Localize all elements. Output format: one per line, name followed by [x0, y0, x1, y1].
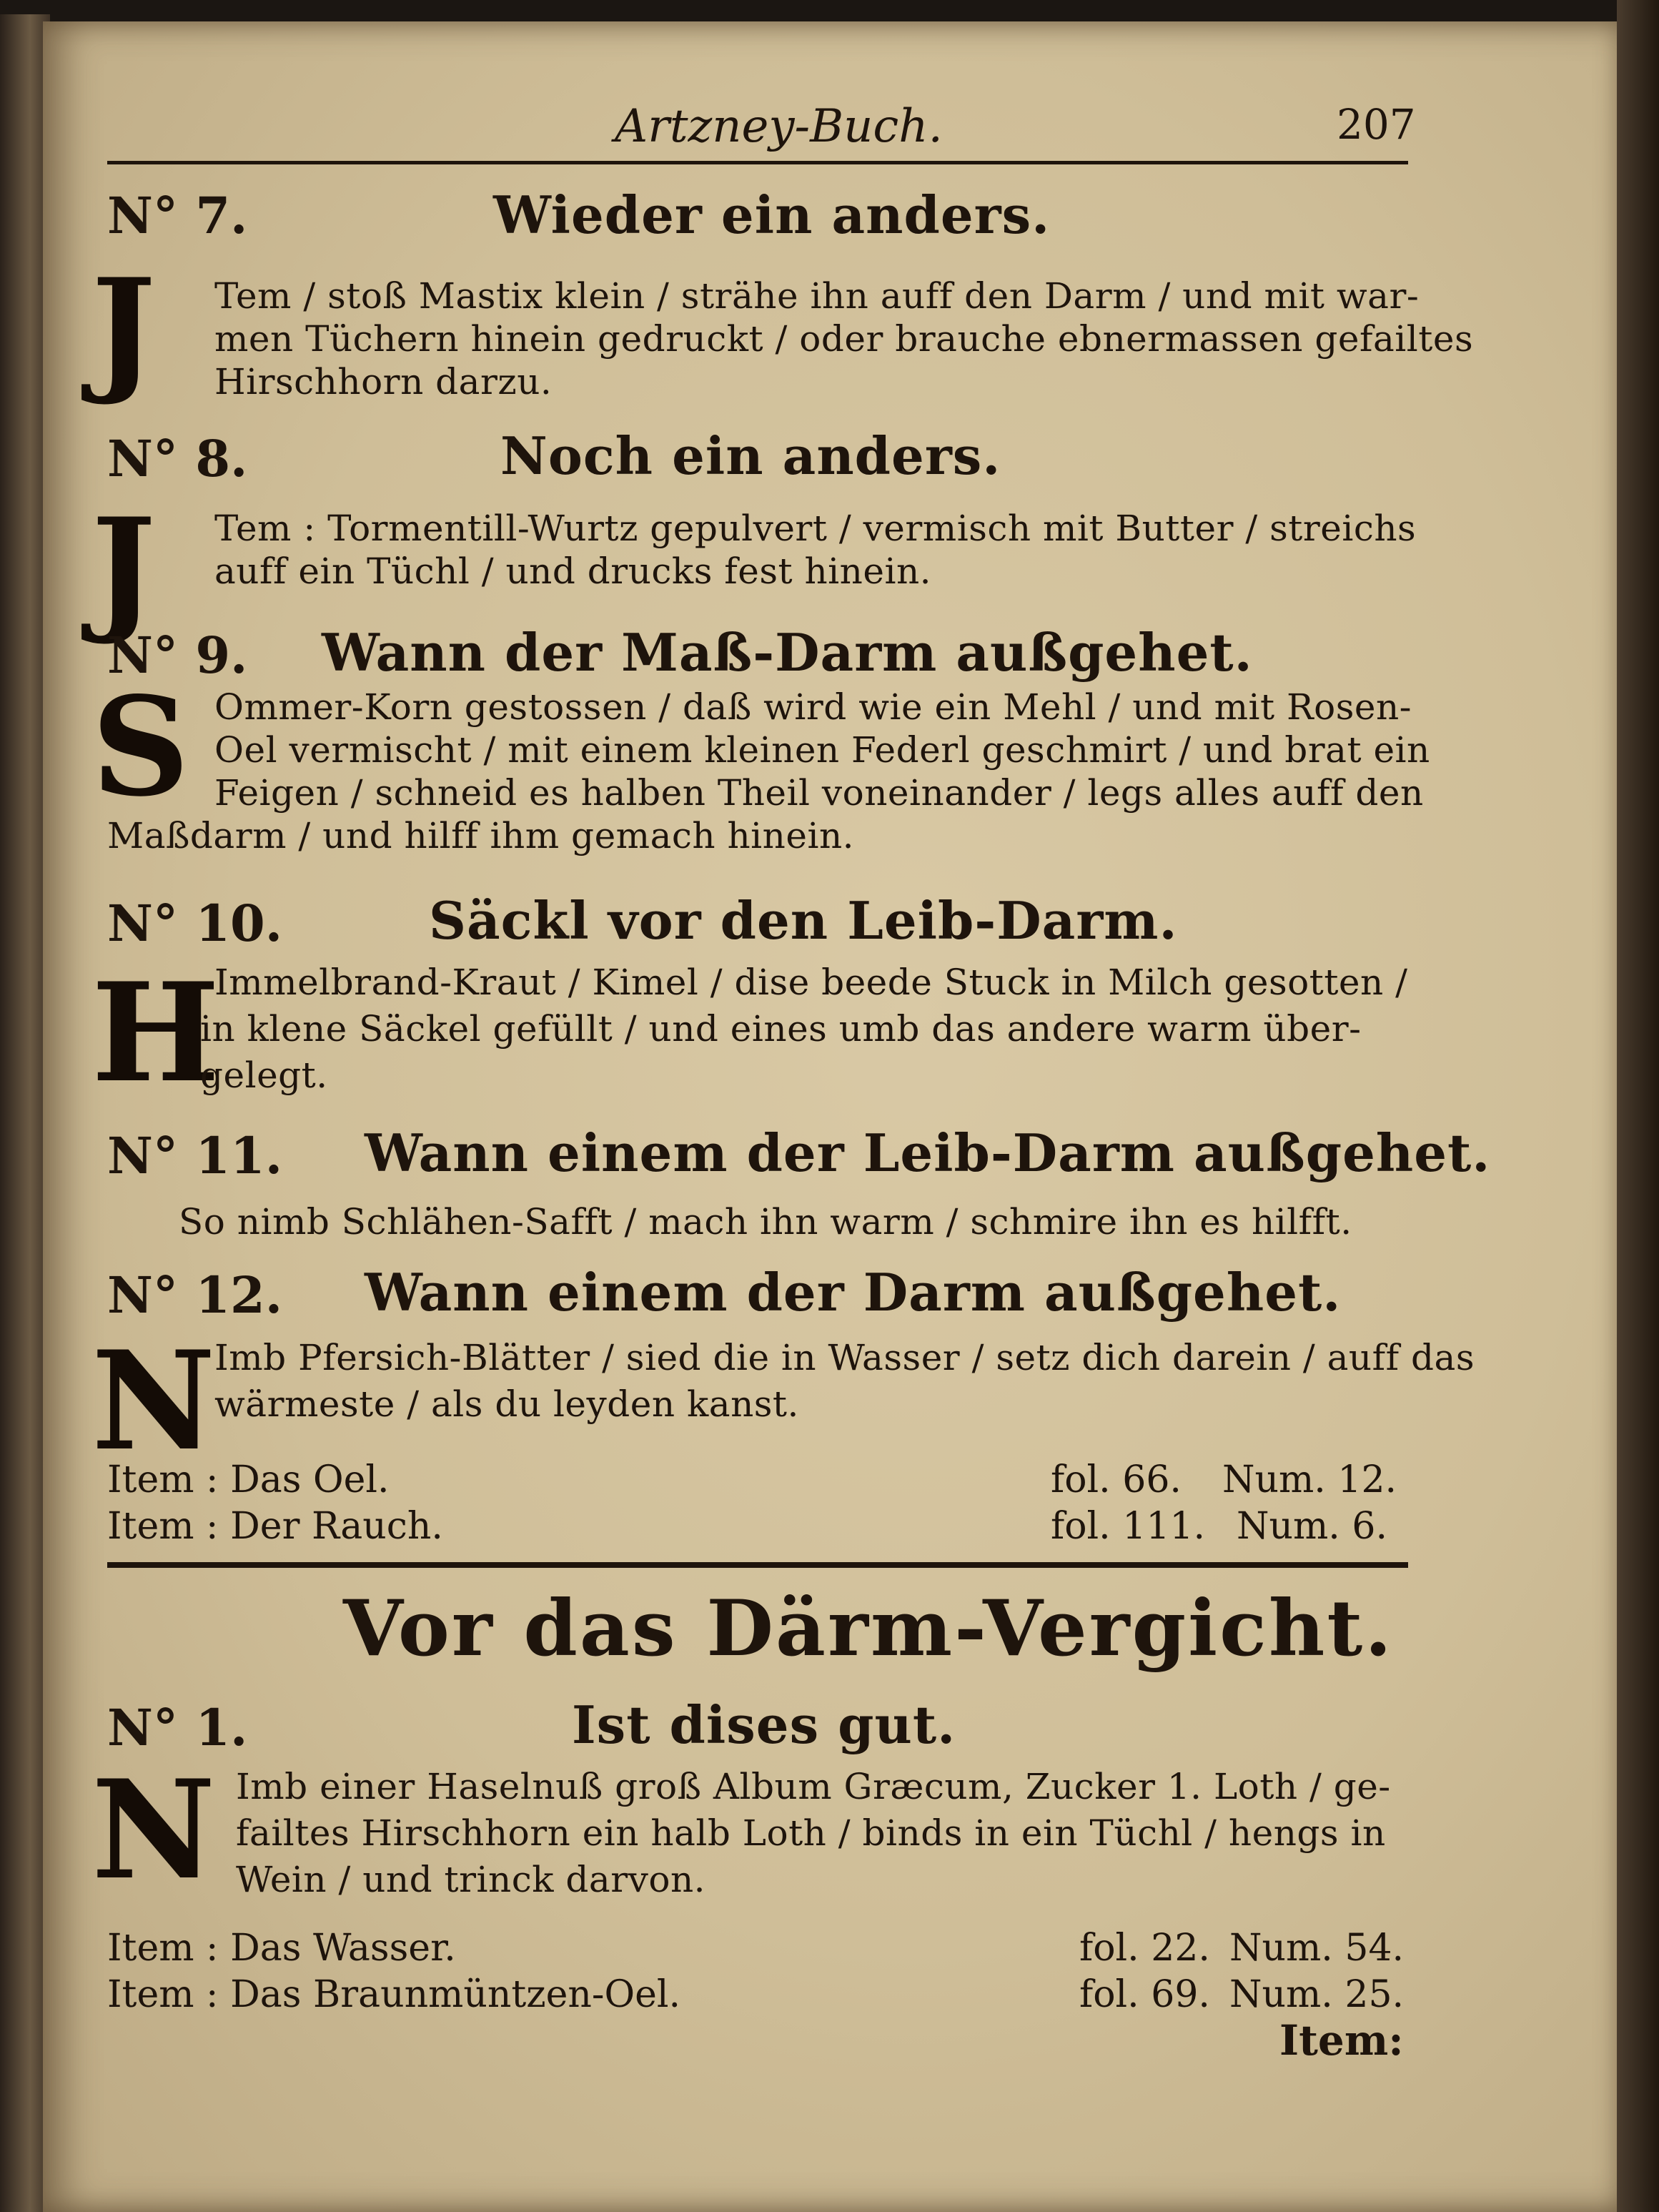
text-line: in klene Säckel gefüllt / und eines umb das andere warm über-	[200, 1008, 1362, 1050]
cross-reference-number: Num. 12.	[1222, 1458, 1397, 1501]
text-line: Feigen / schneid es halben Theil voneinander / legs alles auff den	[214, 772, 1424, 814]
cross-reference-label: Item : Der Rauch.	[107, 1505, 443, 1548]
entry-number: N° 8.	[107, 429, 248, 488]
drop-initial: J	[91, 488, 156, 648]
running-header-title: Artzney-Buch.	[615, 100, 943, 153]
text-line: gelegt.	[200, 1055, 328, 1096]
entry-number: N° 9.	[107, 626, 248, 685]
entry-number: N° 12.	[107, 1265, 283, 1325]
drop-initial: N	[91, 1321, 216, 1481]
entry-number: N° 10.	[107, 894, 283, 953]
text-line: men Tüchern hinein gedruckt / oder brauche ebnermassen gefailtes	[214, 318, 1474, 360]
section-rule	[107, 1562, 1408, 1568]
cross-reference-folio: fol. 22.	[1079, 1927, 1210, 1970]
drop-initial: J	[91, 249, 156, 408]
text-line: Oel vermischt / mit einem kleinen Federl geschmirt / und brat ein	[214, 729, 1430, 771]
text-line: Tem / stoß Mastix klein / strähe ihn auff den Darm / und mit war-	[214, 275, 1420, 317]
text-line: Maßdarm / und hilff ihm gemach hinein.	[107, 815, 855, 856]
right-page-edge	[1617, 0, 1659, 2212]
text-line: So nimb Schlähen-Safft / mach ihn warm / schmire ihn es hilfft.	[179, 1201, 1352, 1243]
drop-initial: S	[91, 667, 190, 826]
cross-reference-number: Num. 25.	[1229, 1973, 1405, 2016]
entry-heading: Ist dises gut.	[572, 1694, 956, 1755]
entry-heading: Wann einem der Leib-Darm außgehet.	[365, 1122, 1491, 1183]
entry-heading: Wieder ein anders.	[493, 184, 1051, 245]
cross-reference-number: Num. 6.	[1237, 1505, 1387, 1548]
text-line: Hirschhorn darzu.	[214, 361, 553, 403]
entry-number: N° 1.	[107, 1698, 248, 1757]
cross-reference-number: Num. 54.	[1229, 1927, 1405, 1970]
text-line: failtes Hirschhorn ein halb Loth / binds in ein Tüchl / hengs in	[236, 1812, 1386, 1854]
text-line: Ommer-Korn gestossen / daß wird wie ein Mehl / und mit Rosen-	[214, 686, 1412, 728]
cross-reference-label: Item : Das Braunmüntzen-Oel.	[107, 1973, 681, 2016]
text-line: wärmeste / als du leyden kanst.	[214, 1383, 799, 1425]
catchword: Item:	[1279, 2016, 1404, 2065]
cross-reference-folio: fol. 111.	[1051, 1505, 1206, 1548]
text-line: auff ein Tüchl / und drucks fest hinein.	[214, 550, 932, 592]
section-title: Vor das Därm-Vergicht.	[343, 1584, 1394, 1674]
text-line: Immelbrand-Kraut / Kimel / dise beede Stuck in Milch gesotten /	[214, 962, 1408, 1003]
cross-reference-folio: fol. 66.	[1051, 1458, 1182, 1501]
entry-number: N° 7.	[107, 186, 248, 245]
entry-heading: Noch ein anders.	[500, 425, 1001, 486]
drop-initial: H	[91, 953, 220, 1112]
text-line: Tem : Tormentill-Wurtz gepulvert / vermisch mit Butter / streichs	[214, 508, 1417, 549]
text-line: Wein / und trinck darvon.	[236, 1859, 706, 1900]
drop-initial: N	[91, 1750, 216, 1910]
cross-reference-label: Item : Das Oel.	[107, 1458, 390, 1501]
entry-heading: Wann einem der Darm außgehet.	[365, 1262, 1342, 1323]
cross-reference-label: Item : Das Wasser.	[107, 1927, 456, 1970]
cross-reference-folio: fol. 69.	[1079, 1973, 1210, 2016]
entry-heading: Wann der Maß-Darm außgehet.	[322, 622, 1253, 683]
header-rule	[107, 161, 1408, 164]
entry-heading: Säckl vor den Leib-Darm.	[429, 890, 1178, 951]
text-line: Imb einer Haselnuß groß Album Græcum, Zucker 1. Loth / ge-	[236, 1766, 1391, 1807]
page-number: 207	[1337, 100, 1416, 149]
entry-number: N° 11.	[107, 1126, 283, 1185]
text-line: Imb Pfersich-Blätter / sied die in Wasser / setz dich darein / auff das	[214, 1337, 1475, 1378]
